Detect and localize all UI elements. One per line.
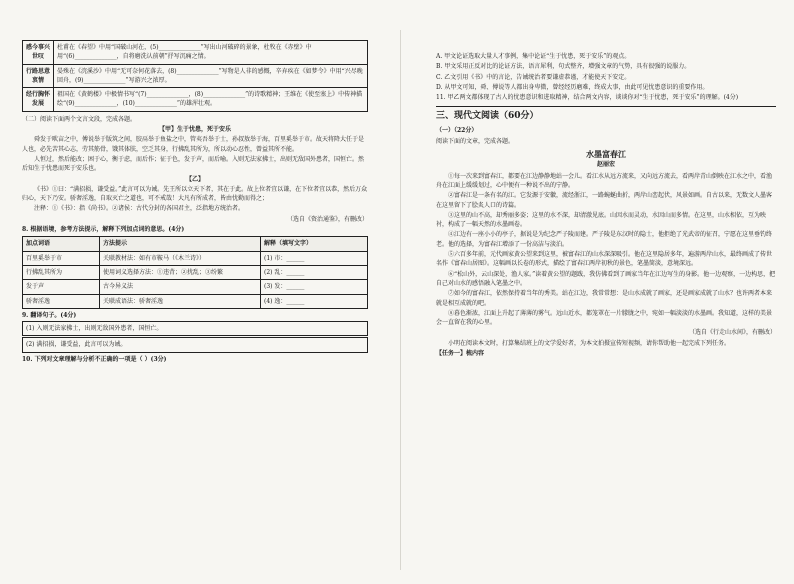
section-rule <box>436 106 776 107</box>
left-column <box>22 40 368 365</box>
table-row <box>23 88 368 112</box>
article-paragraph: ①每一次来到富春江，都要在江边静静地站一会儿。看江水从远方流来，又向远方流去，看两岸青山倒映在江水之中，看渔舟在江面上缓缓划过，心中便有一种说不出的宁静。 <box>436 172 773 189</box>
task-1-heading: 【任务一】梳内容 <box>436 350 485 358</box>
answer-cell[interactable]: (2) 乱：______ <box>261 265 368 279</box>
poetry-table <box>22 40 368 112</box>
answer-cell[interactable]: (4) 逸：______ <box>261 294 368 308</box>
question-10: 10. 下列对文章理解与分析不正确的一项是（ ）(3分) <box>22 355 167 363</box>
article-paragraph: ⑧暮色渐浓，江面上升起了薄薄的雾气。远山近水，都笼罩在一片朦胧之中，宛如一幅淡淡的水墨画。我知道，这样的美景会一直留在我的心里。 <box>436 309 773 327</box>
passage-b-title: 【乙】 <box>185 175 204 183</box>
column-header: 加点词语 <box>23 237 100 251</box>
option-b[interactable]: B. 甲文采用正反对比的论证方法，语言犀利，句式整齐，增强文章的气势，具有很强的说服力。 <box>436 63 691 71</box>
table-cell: 关联教材法：如有市鞍马（《木兰诗》） <box>100 251 261 265</box>
option-c[interactable]: C. 乙文引用《书》中的言论，告诫统治者要谦虚恭谨，才能使天下安定。 <box>436 73 631 81</box>
article-paragraph: ⑤六百多年前，元代画家黄公望来到这里，被富春江的山水深深吸引。他在这里隐居多年，遍游两岸山水，最终画成了传世名作《富春山居图》。这幅画以长卷的形式，描绘了富春江两岸初秋的景色，笔墨简淡，意境深远。 <box>436 251 773 268</box>
row-head: 感今事兴世叹 <box>23 41 54 65</box>
question-11: 11. 甲乙两文都体现了古人的忧患意识和进取精神，结合两文内容，谈谈你对“生于忧患，死于安乐”的理解。(4分) <box>436 94 739 102</box>
article-paragraph: ②富春江是一条有名的江。它发源于安徽，流经浙江，一路蜿蜒曲折，两岸山峦起伏，风景如画。自古以来，无数文人墨客在这里留下了脍炙人口的诗篇。 <box>436 192 773 209</box>
task-intro: 小明在阅读本文时，打算集结班上的文学爱好者，为本文拍摄宣传短视频，请你帮助他一起完成下列任务。 <box>448 339 731 347</box>
right-column <box>436 52 776 359</box>
article-paragraph: ⑥“松山外，云山深处，渔人家。”读着黄公望的题跋，我仿佛看到了画家当年在江边写生的身影。他一边观察，一边构思，把自己对山水的感悟融入笔墨之中。 <box>436 270 776 287</box>
passage-a-paragraph: 舜发于畎亩之中，傅说举于版筑之间，胶鬲举于鱼盐之中，管夷吾举于士，孙叔敖举于海，百里奚举于市。故天将降大任于是人也，必先苦其心志，劳其筋骨，饿其体肤，空乏其身，行拂乱其所为，所以动心忍性，曾益其所不能。 <box>22 136 365 153</box>
answer-cell[interactable]: (1) 市：______ <box>261 251 368 265</box>
table-cell: 百里奚举于市 <box>23 251 100 265</box>
question-9: 9. 翻译句子。(4分) <box>22 311 77 319</box>
translation-item[interactable]: (1) 入则无法家拂士，出则无敌国外患者，国恒亡。 <box>22 321 368 336</box>
vocab-table <box>22 236 368 308</box>
article-paragraph: ④江边有一座小小的亭子，据说是为纪念严子陵而建。严子陵是东汉时的隐士，他拒绝了光武帝的征召，宁愿在这里垂钓终老。他的选择，为富春江增添了一份高洁与淡泊。 <box>436 231 773 248</box>
passage-b-paragraph: 《书》①曰：“满招损，谦受益。”此言可以为诫。先王所以立天下者，其在于此。故上位者宜以谦，在下位者宜以恭，然后万众归心，天下乃安。骄奢淫逸，自取灭亡之道也，可不戒哉！大凡有所成者，皆由忧勤而得之； <box>22 185 368 203</box>
column-divider <box>400 30 401 570</box>
article-title: 水墨富春江 <box>586 149 626 160</box>
article-author: 赵丽宏 <box>596 161 615 169</box>
table-cell: 关联成语法：骄奢淫逸 <box>100 294 261 308</box>
table-row <box>23 251 368 265</box>
row-head: 行路思意衷情 <box>23 64 54 88</box>
section-3-heading: 三、现代文阅读（60分） <box>436 111 539 122</box>
question-8: 8. 根据语境，参考方法提示，解释下列加点词的意思。(4分) <box>22 226 185 234</box>
passage-b-note: 注释：①《书》：指《尚书》。②诸侯：古代分封的各国君主，泛指地方统治者。 <box>34 205 245 213</box>
row-text: 晏殊在《浣溪沙》中用“无可奈何花落去，(8)______________”写物是人非的感慨，辛弃疾在《如梦令》中用“兴尽晚回舟，(9)______________”写游兴之浓厚。 <box>54 64 368 88</box>
option-d[interactable]: D. 从甲文可知，舜、傅说等人都出身卑微，曾经经历磨难，终成大事，由此可见忧患意识的重要作用。 <box>436 83 709 91</box>
article-paragraph: ③这里的山不高，却秀丽多姿；这里的水不深，却清澈见底。山因水而灵动，水因山而多情。在这里，山水相依，互为映衬，构成了一幅天然的水墨画卷。 <box>436 211 767 229</box>
row-head: 经行胸怀发展 <box>23 88 54 112</box>
table-row <box>23 294 368 308</box>
table-cell: 使用词义选择方法：①违背；②扰乱；③纷繁 <box>100 265 261 279</box>
passage-a-paragraph: 人恒过，然后能改；困于心，衡于虑，而后作；征于色，发于声，而后喻。入则无法家拂士，出则无敌国外患者，国恒亡。然后知生于忧患而死于安乐也。 <box>22 155 365 173</box>
passage-b-source: （选自《资治通鉴》，有删改） <box>286 215 368 223</box>
column-header: 方法提示 <box>100 237 261 251</box>
subsection-heading: （一）（22分） <box>436 127 478 135</box>
passage-a-title: 【甲】生于忧患，死于安乐 <box>158 126 231 134</box>
column-header: 解释（填写文字） <box>261 237 368 251</box>
answer-cell[interactable]: (3) 发：______ <box>261 280 368 294</box>
table-row <box>23 64 368 88</box>
table-cell: 骄奢淫逸 <box>23 294 100 308</box>
row-text: 祖国在《黄鹤楼》中极情书写“(7)______________，(8)______________”的诗歌精神；王维在《使至塞上》中传神描绘“(9)______________，(10)______________”的雄浑壮观。 <box>54 88 368 112</box>
subsection-intro: 阅读下面的文章，完成各题。 <box>436 137 515 145</box>
table-cell: 发于声 <box>23 280 100 294</box>
table-row <box>23 265 368 279</box>
section-intro: （二）阅读下面两个文言文段，完成各题。 <box>22 115 137 123</box>
table-row <box>23 280 368 294</box>
table-row <box>23 41 368 65</box>
table-header-row <box>23 237 368 251</box>
article-source: （选自《行走山水间》，有删改） <box>688 329 776 337</box>
article-paragraph: ⑦如今的富春江，依然保持着当年的秀美。站在江边，我常常想：是山水成就了画家，还是画家成就了山水？也许两者本来就是相互成就的吧。 <box>436 290 773 307</box>
row-text: 杜甫在《春望》中用“国破山河在，(5)______________”写出山河破碎的景象，杜牧在《赤壁》中用“(6)______________，自将磨洗认前朝”抒写沉痛之情。 <box>54 41 368 65</box>
option-a[interactable]: A. 甲文论证选取大量人才事例，集中论证“生于忧患，死于安乐”的观点。 <box>436 53 631 60</box>
translation-item[interactable]: (2) 满招损，谦受益，此言可以为诫。 <box>22 337 368 352</box>
table-cell: 古今异义法 <box>100 280 261 294</box>
table-cell: 行拂乱其所为 <box>23 265 100 279</box>
